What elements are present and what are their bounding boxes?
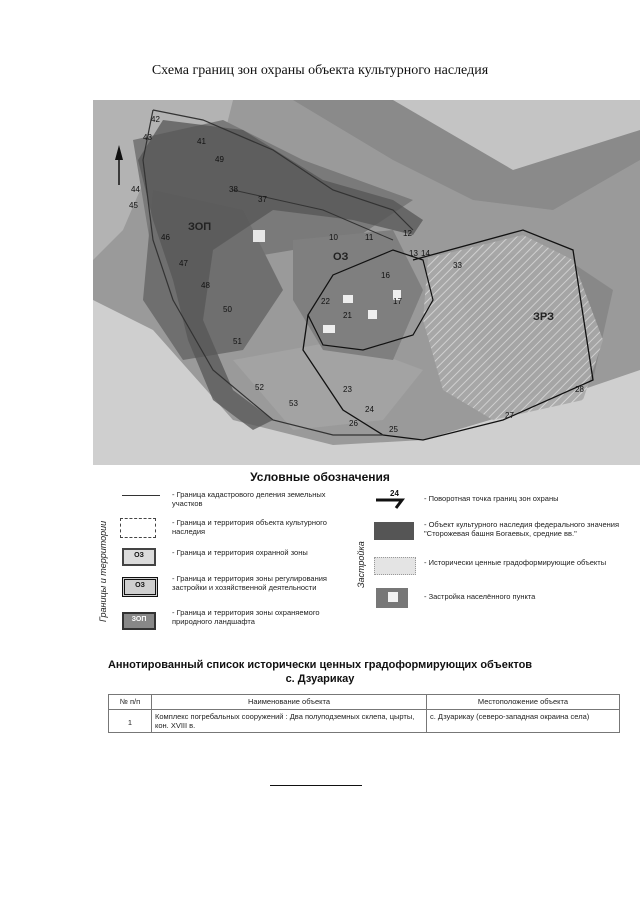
- point-label: 45: [129, 201, 138, 210]
- annotated-list-title: [0, 658, 640, 686]
- legend-item-turning-point: - Поворотная точка границ зон охраны: [424, 494, 559, 503]
- point-label: 37: [258, 195, 267, 204]
- point-label: 25: [389, 425, 398, 434]
- table-cell: 1: [109, 710, 152, 733]
- document-title: Схема границ зон охраны объекта культурного наследия: [151, 63, 489, 78]
- separator-line: [270, 785, 362, 786]
- legend-item-regulation-zone: - Граница и территория зоны регулирования застройки и хозяйственной деятельности: [172, 574, 327, 592]
- point-label: 49: [215, 155, 224, 164]
- point-label: 12: [403, 229, 412, 238]
- point-label: 41: [197, 137, 206, 146]
- table-cell: Комплекс погребальных сооружений : Два полуподземных склепа, цырты, кон. XVIII в.: [152, 710, 427, 733]
- point-label: 38: [229, 185, 238, 194]
- point-label: 52: [255, 383, 264, 392]
- historic-object-symbol: [374, 557, 416, 575]
- column-header: № п/п: [109, 695, 152, 710]
- legend-item-heritage: - Граница и территория объекта культурного наследия: [172, 518, 327, 536]
- protection-zone-symbol: ОЗ: [122, 548, 156, 566]
- legend-item-protection-zone: - Граница и территория охранной зоны: [172, 548, 308, 557]
- zone-label-zop: ЗОП: [188, 221, 212, 233]
- point-label: 47: [179, 259, 188, 268]
- legend-side-boundaries: Границы и территории: [98, 520, 108, 622]
- legend-item-landscape-zone: - Граница и территория зоны охраняемого природного ландшафта: [172, 608, 320, 626]
- column-header: Местоположение объекта: [427, 695, 620, 710]
- turning-point-number: 24: [390, 489, 399, 498]
- annotated-list-title-line1: Аннотированный список исторически ценных градоформирующих объектов: [107, 659, 533, 671]
- column-header: Наименование объекта: [152, 695, 427, 710]
- table-header-row: [109, 695, 620, 710]
- settlement-symbol: [376, 588, 408, 608]
- turning-point-symbol: [372, 488, 416, 510]
- zone-label-oz: ОЗ: [333, 251, 349, 263]
- point-label: 13: [409, 249, 418, 258]
- legend-item-cadastral: - Граница кадастрового деления земельных участков: [172, 490, 326, 508]
- legend-item-settlement: - Застройка населённого пункта: [424, 592, 536, 601]
- point-label: 42: [151, 115, 160, 124]
- point-label: 48: [201, 281, 210, 290]
- legend-side-buildings: Застройка: [356, 541, 366, 588]
- point-label: 21: [343, 311, 352, 320]
- point-label: 53: [289, 399, 298, 408]
- map-graphic: [93, 100, 640, 465]
- point-label: 10: [329, 233, 338, 242]
- legend-item-heritage-object: - Объект культурного наследия федерального значения "Сторожевая башня Богаевых, средние вв.": [424, 520, 620, 538]
- table-cell: с. Дзуарикау (северо-западная окраина села): [427, 710, 620, 733]
- point-label: 46: [161, 233, 170, 242]
- point-label: 43: [143, 133, 152, 142]
- point-label: 16: [381, 271, 390, 280]
- point-label: 22: [321, 297, 330, 306]
- annotated-list-title-line2: с. Дзуарикау: [285, 673, 355, 685]
- zone-map: [93, 100, 640, 465]
- point-label: 26: [349, 419, 358, 428]
- point-label: 28: [575, 385, 584, 394]
- point-label: 24: [365, 405, 374, 414]
- point-label: 51: [233, 337, 242, 346]
- point-label: 11: [365, 233, 374, 242]
- landscape-zone-symbol: ЗОП: [122, 612, 156, 630]
- point-label: 17: [393, 297, 402, 306]
- heritage-boundary-symbol: [120, 518, 156, 538]
- point-label: 50: [223, 305, 232, 314]
- annotated-list-table: [108, 694, 620, 733]
- cadastral-line-symbol: [122, 495, 160, 496]
- zone-label-zrz: ЗРЗ: [533, 311, 554, 323]
- point-label: 27: [505, 411, 514, 420]
- legend-title: Условные обозначения: [250, 470, 390, 484]
- table-row: [109, 710, 620, 733]
- regulation-zone-symbol: ОЗ: [122, 577, 158, 597]
- point-label: 14: [421, 249, 430, 258]
- heritage-object-symbol: [374, 522, 414, 540]
- legend-item-historic-objects: - Исторически ценные градоформирующие объекты: [424, 558, 607, 567]
- point-label: 23: [343, 385, 352, 394]
- point-label: 44: [131, 185, 140, 194]
- point-label: 33: [453, 261, 462, 270]
